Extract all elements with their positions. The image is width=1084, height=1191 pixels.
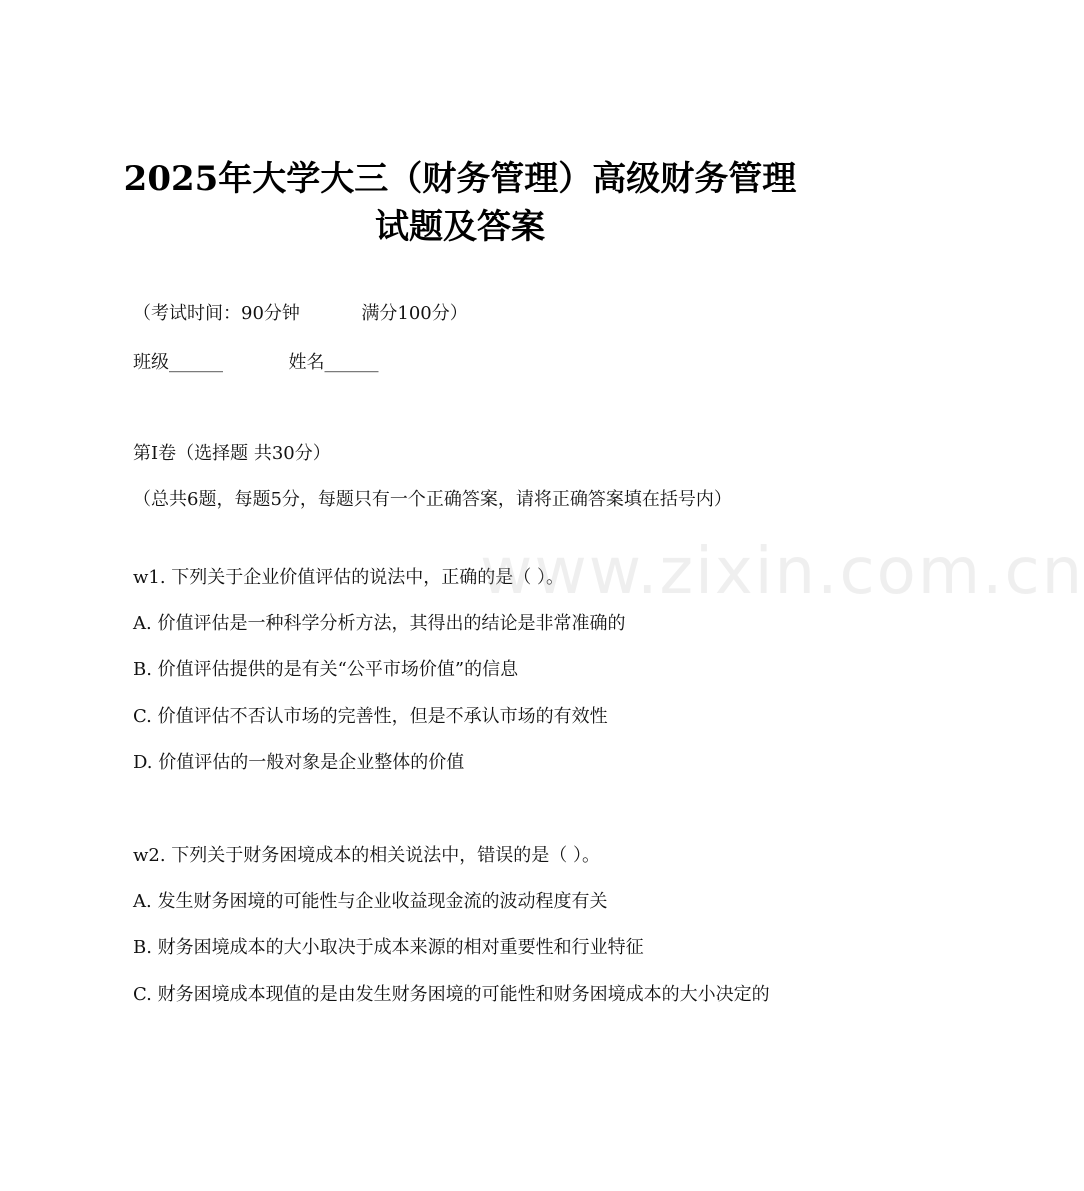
exam-score: 满分100分） [361,303,468,324]
document-title-line1: 2025年大学大三（财务管理）高级财务管理 [123,159,797,199]
question-1-option-c: C. 价值评估不否认市场的完善性，但是不承认市场的有效性 [133,706,608,727]
class-field: 班级______ [133,352,223,373]
question-1-option-b: B. 价值评估提供的是有关“公平市场价值”的信息 [133,659,519,680]
question-2-stem: w2. 下列关于财务困境成本的相关说法中，错误的是（ ）。 [133,845,601,866]
document-title-line2: 试题及答案 [375,207,545,247]
question-2-option-a: A. 发生财务困境的可能性与企业收益现金流的波动程度有关 [133,891,608,912]
question-2-option-b: B. 财务困境成本的大小取决于成本来源的相对重要性和行业特征 [133,937,644,958]
exam-time: （考试时间：90分钟 [133,303,300,324]
student-fields [133,350,793,376]
question-1-option-a: A. 价值评估是一种科学分析方法，其得出的结论是非常准确的 [133,613,626,634]
watermark: www.zixin.com.cn [480,535,1084,609]
name-field: 姓名______ [288,352,379,373]
section-heading: 第I卷（选择题 共30分） [133,443,331,464]
question-1-stem: w1. 下列关于企业价值评估的说法中，正确的是（ ）。 [133,567,565,588]
exam-info [133,301,793,327]
section-instructions: （总共6题，每题5分，每题只有一个正确答案，请将正确答案填在括号内） [133,489,732,510]
question-2-option-c: C. 财务困境成本现值的是由发生财务困境的可能性和财务困境成本的大小决定的 [133,984,770,1005]
question-1-option-d: D. 价值评估的一般对象是企业整体的价值 [133,752,465,773]
